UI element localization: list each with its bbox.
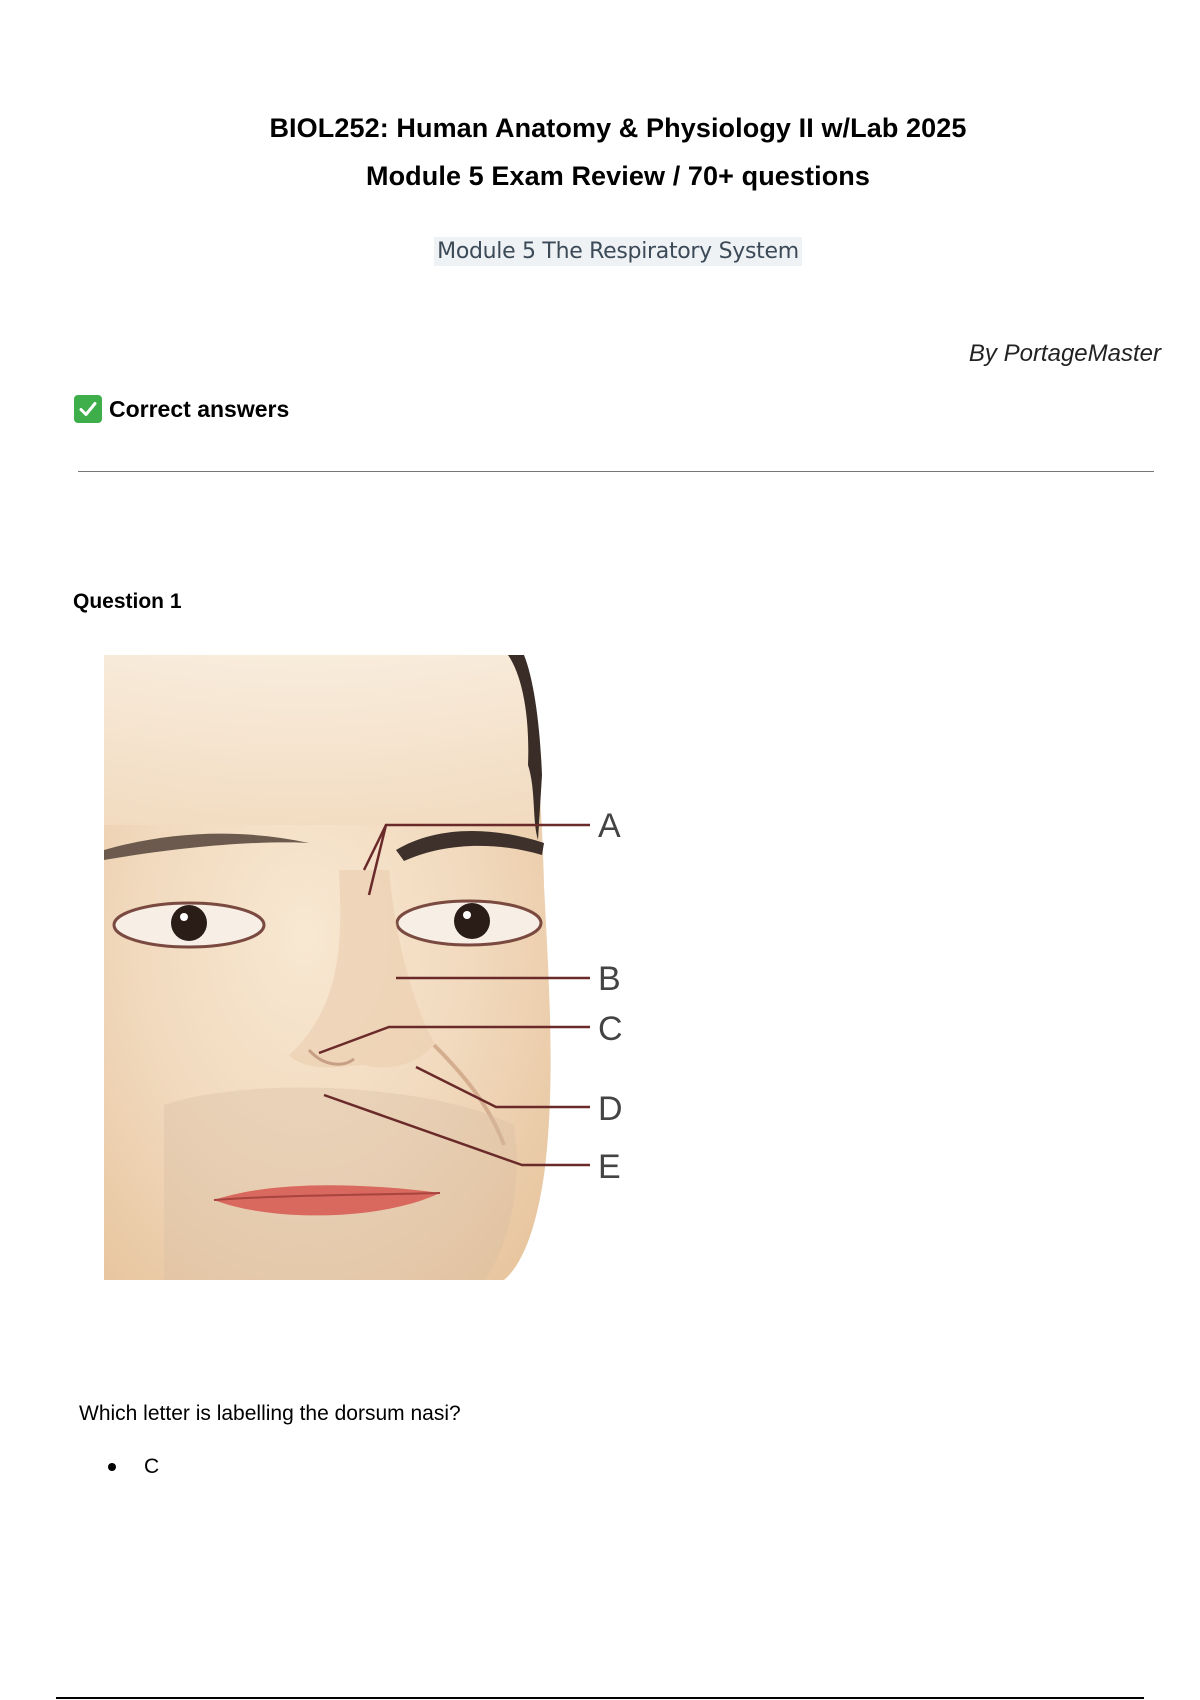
author-credit: By PortageMaster <box>968 340 1161 367</box>
figure-label-e: E <box>598 1148 621 1186</box>
document-title-line-1: BIOL252: Human Anatomy & Physiology II w/Lab 2025 <box>269 113 967 143</box>
answer-text: C <box>144 1455 160 1478</box>
question-prompt: Which letter is labelling the dorsum nasi? <box>79 1402 461 1425</box>
document-title-line-2: Module 5 Exam Review / 70+ questions <box>365 161 871 191</box>
face-anatomy-photo <box>104 655 624 1280</box>
question-figure <box>104 655 624 1280</box>
figure-label-d: D <box>598 1090 623 1128</box>
figure-label-a: A <box>598 807 621 845</box>
bullet-icon <box>108 1463 116 1471</box>
question-label: Question 1 <box>73 590 182 613</box>
module-subtitle-wrapper <box>0 237 1200 266</box>
answer-item <box>108 1455 159 1479</box>
correct-answers-label: Correct answers <box>109 395 290 422</box>
check-icon <box>74 395 102 423</box>
footer-divider <box>56 1697 1144 1699</box>
module-subtitle: Module 5 The Respiratory System <box>434 237 802 266</box>
correct-answers-legend <box>74 395 289 423</box>
figure-label-b: B <box>598 960 621 998</box>
figure-label-c: C <box>598 1010 623 1048</box>
answer-list <box>108 1455 159 1479</box>
header-divider <box>78 471 1154 472</box>
